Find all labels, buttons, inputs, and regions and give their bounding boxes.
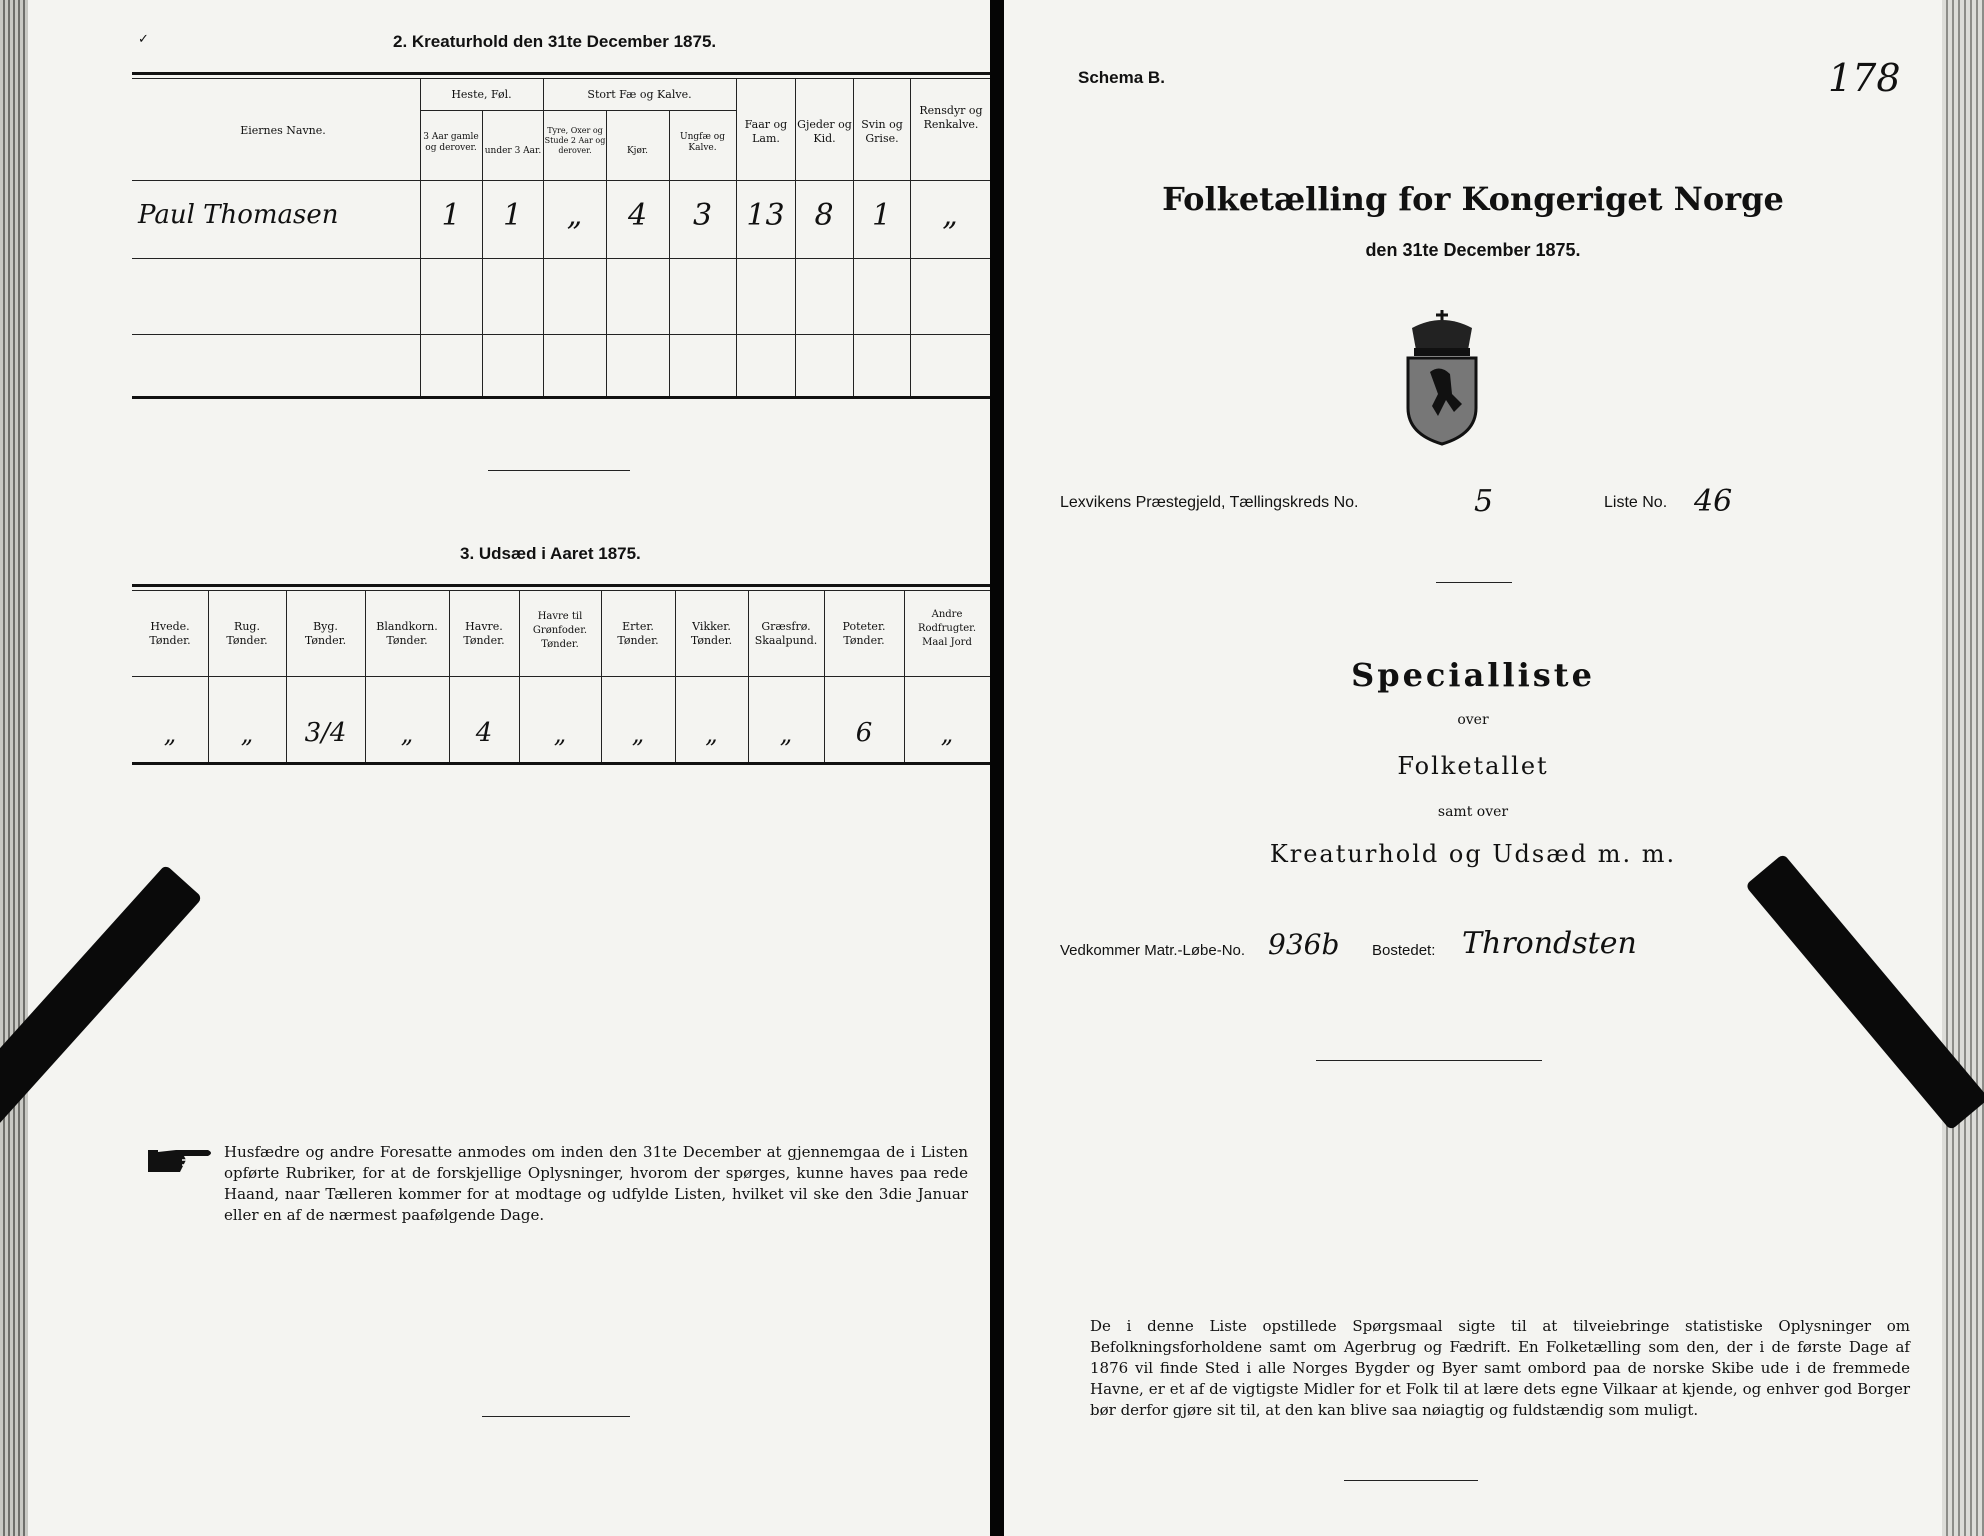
pointing-hand-icon	[146, 1142, 216, 1180]
liste-label: Liste No.	[1604, 494, 1668, 511]
section2-title: 2. Kreaturhold den 31te December 1875.	[393, 32, 717, 51]
matr-number: 936b	[1268, 928, 1340, 961]
value-young-cattle: 3	[692, 198, 713, 233]
udsaed-value-rug: „	[240, 720, 254, 748]
value-sheep: 13	[746, 198, 785, 233]
value-horses-old: 1	[441, 198, 461, 233]
col-pigs: Svin og Grise.	[861, 118, 903, 145]
parish-label: Lexvikens Præstegjeld, Tællingskreds No.	[1060, 494, 1359, 511]
divider	[1436, 582, 1512, 583]
udsaed-col-poteter: Poteter. Tønder.	[842, 620, 886, 647]
udsaed-col-graesfroe: Græsfrø. Skaalpund.	[754, 620, 818, 647]
col-owner: Eiernes Navne.	[240, 124, 326, 137]
page-tag: ✓	[138, 32, 149, 47]
page-number: 178	[1828, 56, 1901, 100]
udsaed-col-blandkorn: Blandkorn. Tønder.	[376, 620, 438, 647]
value-cows: 4	[627, 198, 648, 233]
left-page	[28, 0, 990, 1536]
value-pigs: 1	[871, 198, 892, 233]
owner-name: Paul Thomasen	[138, 200, 339, 230]
rule	[132, 334, 990, 335]
book-edge-right	[1942, 0, 1984, 1536]
census-date: den 31te December 1875.	[1365, 240, 1581, 260]
udsaed-value-groenfoder: „	[553, 720, 567, 748]
col-horses-old: 3 Aar gamle og derover.	[423, 132, 479, 153]
value-goats: 8	[814, 198, 834, 233]
col-goats: Gjeder og Kid.	[797, 118, 852, 145]
specialliste-title: Specialliste	[1351, 656, 1595, 694]
value-reindeer: „	[942, 198, 958, 233]
udsaed-col-rodfrugter: Andre Rodfrugter. Maal Jord	[917, 609, 977, 648]
rule	[132, 72, 990, 75]
household-notice: Husfædre og andre Foresatte anmodes om inden den 31te December at gjennemgaa de i Listen opførte Rubriker, for at de forskjellige Oplysninger, hvorom der spørges, kunne haves paa rede Haand, naar Tælleren kommer for at modtage og udfylde Listen, hvilket vil ske den 3die Januar eller en af de nærmest paafølgende Dage.	[224, 1143, 968, 1224]
divider	[1316, 1060, 1542, 1061]
divider	[488, 470, 630, 471]
liste-number: 46	[1694, 484, 1733, 519]
value-oxen: „	[566, 198, 583, 233]
folketallet-title: Folketallet	[1397, 752, 1549, 780]
udsaed-col-byg: Byg. Tønder.	[304, 620, 347, 647]
right-page	[1004, 0, 1942, 1536]
kreaturhold-title: Kreaturhold og Udsæd m. m.	[1269, 840, 1677, 868]
samt-over-label: samt over	[1437, 804, 1509, 820]
udsaed-col-groenfoder: Havre til Grønfoder. Tønder.	[532, 611, 588, 650]
book-edge-left	[0, 0, 28, 1536]
col-horses: Heste, Føl.	[451, 88, 512, 101]
rule	[132, 78, 990, 79]
udsaed-value-rodfrugter: „	[940, 720, 954, 748]
divider	[1344, 1480, 1478, 1481]
coat-of-arms-icon	[1392, 308, 1492, 448]
section3-title: 3. Udsæd i Aaret 1875.	[460, 544, 641, 563]
col-horses-young: under 3 Aar.	[484, 146, 542, 156]
census-notice: De i denne Liste opstillede Spørgsmaal sigte til at tilveiebringe statistiske Oplysninger om Befolkningsforholdene samt om Agerbrug og Fædrift. En Folketælling som den, der i de første Dage af 1876 vil finde Sted i alle Norges Bygder og Byer samt ombord paa de norske Skibe ude i de fremmede Havne, er et af de vigtigste Midler for et Folk til at lære dets egne Vilkaar at kjende, og enhver god Borger bør derfor gjøre sit til, at den kan blive saa nøiagtig og fuldstændig som muligt.	[1090, 1317, 1910, 1419]
udsaed-value-byg: 3/4	[304, 718, 347, 748]
bosted-label: Bostedet:	[1372, 942, 1436, 959]
udsaed-value-erter: „	[631, 720, 645, 748]
col-cattle-cows: Kjør.	[626, 146, 649, 156]
schema-label: Schema B.	[1078, 68, 1165, 87]
udsaed-value-graesfroe: „	[779, 720, 793, 748]
main-title: Folketælling for Kongeriget Norge	[1162, 180, 1784, 218]
matr-label: Vedkommer Matr.-Løbe-No.	[1060, 942, 1246, 959]
udsaed-value-havre: 4	[475, 718, 493, 748]
udsaed-col-rug: Rug. Tønder.	[226, 620, 268, 647]
rule	[132, 396, 990, 399]
udsaed-col-vikker: Vikker. Tønder.	[690, 620, 733, 647]
kreds-number: 5	[1474, 484, 1494, 519]
col-reindeer: Rensdyr og Renkalve.	[919, 104, 983, 131]
value-horses-young: 1	[502, 198, 523, 233]
col-sheep: Faar og Lam.	[744, 118, 788, 145]
divider	[482, 1416, 630, 1417]
book-spine	[990, 0, 1004, 1536]
col-cattle-oxen: Tyre, Oxer og Stude 2 Aar og derover.	[544, 126, 606, 155]
udsaed-col-erter: Erter. Tønder.	[617, 620, 659, 647]
udsaed-value-hvede: „	[163, 720, 177, 748]
udsaed-value-blandkorn: „	[400, 720, 414, 748]
udsaed-value-poteter: 6	[855, 718, 873, 748]
udsaed-value-vikker: „	[705, 720, 718, 748]
over-label: over	[1457, 712, 1489, 728]
col-cattle-young: Ungfæ og Kalve.	[680, 132, 725, 153]
rule	[132, 180, 990, 181]
col-cattle: Stort Fæ og Kalve.	[587, 88, 692, 101]
udsaed-col-hvede: Hvede. Tønder.	[149, 620, 191, 647]
bosted-value: Throndsten	[1462, 926, 1637, 961]
udsaed-col-havre: Havre. Tønder.	[463, 620, 505, 647]
rule	[132, 258, 990, 259]
